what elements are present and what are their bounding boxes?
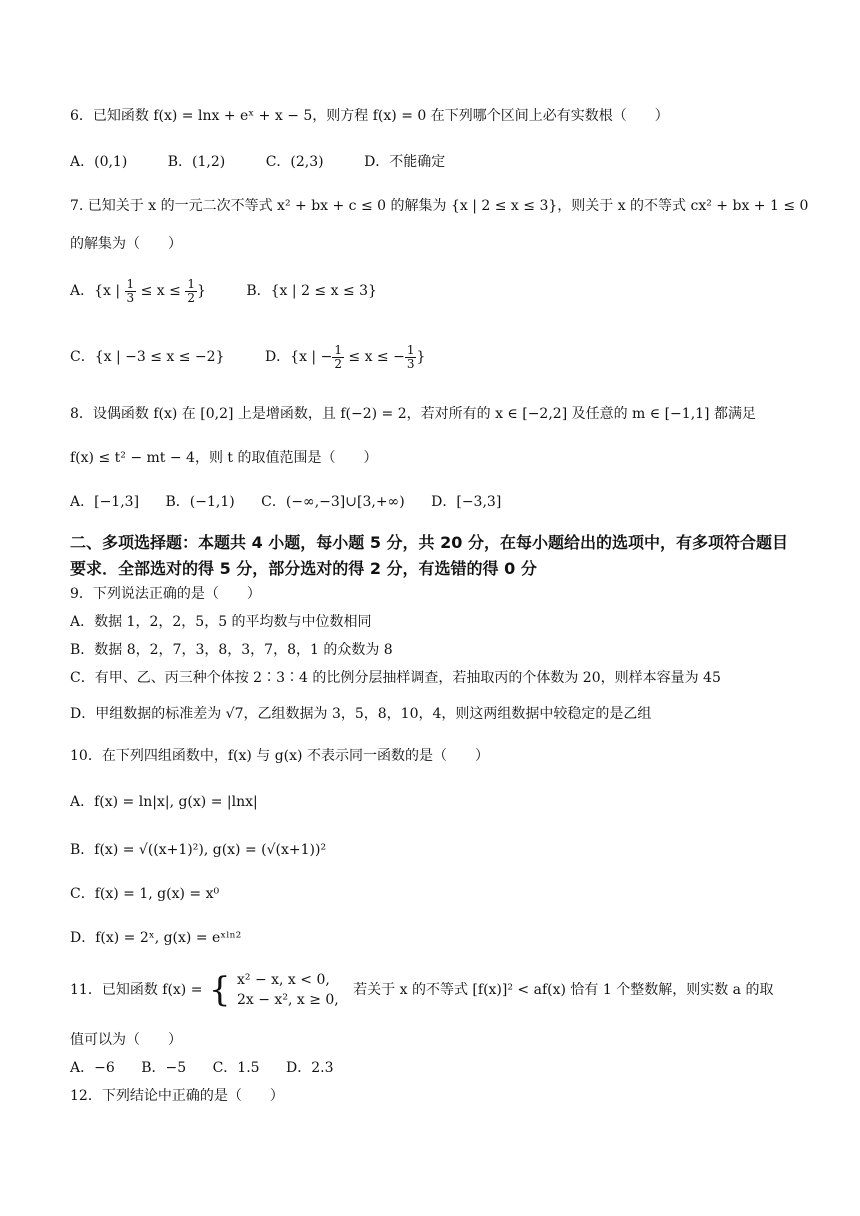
q10-option-d: D．f(x) = 2ˣ, g(x) = eˣˡⁿ² [70,930,242,946]
q10-option-c: C．f(x) = 1, g(x) = x⁰ [70,886,220,902]
q8-stem: 8．设偶函数 f(x) 在 [0,2] 上是增函数，且 f(−2) = 2，若对所有的 x ∈ [−2,2] 及任意的 m ∈ [−1,1] 都满足 [70,406,756,422]
q12-stem: 12．下列结论中正确的是（ ） [70,1088,284,1104]
section-heading: 二、多项选择题：本题共 4 小题，每小题 5 分，共 20 分，在每小题给出的选项中，有多项符合题目要求．全部选对的得 5 分，部分选对的得 2 分，有选错的得 0 分 [70,533,788,578]
q7-option-d: D．{x | − $\frac{1}{2}$ ≤ x ≤ − $\frac{1}{3}$ } [264,342,426,371]
q8-option-d: D．[−3,3] [431,494,502,510]
q8-options [70,492,800,512]
q9-option-b: B．数据 8，2，7，3，8，3，7，8，1 的众数为 8 [70,642,393,658]
piecewise-brace: { [208,970,231,1010]
q7-option-c: C．{x | −3 ≤ x ≤ −2} [70,349,225,365]
q11-option-b: B．−5 [141,1060,187,1076]
q6-option-d: D．不能确定 [364,154,446,170]
q7-stem-continued: 的解集为（ ） [70,236,182,252]
piecewise-case-2: 2x − x², x ≥ 0, [237,992,339,1008]
q8-option-a: A．[−1,3] [70,494,140,510]
fraction: $\frac{1}{2}$ [334,342,342,371]
q8-option-c: C．(−∞,−3]∪[3,+∞) [261,494,405,510]
q11-options [70,1058,800,1078]
q8-stem-continued: f(x) ≤ t² − mt − 4，则 t 的取值范围是（ ） [70,450,378,466]
q8-option-b: B．(−1,1) [165,494,235,510]
q11-option-a: A．−6 [70,1060,115,1076]
q6-options [70,152,800,172]
q7-stem: 7. 已知关于 x 的一元二次不等式 x² + bx + c ≤ 0 的解集为 {x | 2 ≤ x ≤ 3}，则关于 x 的不等式 cx² + bx + 1 ≤ 0 [70,198,809,214]
q7-option-a: A．{x | $\frac{1}{3}$ ≤ x ≤ $\frac{1}{2}$ } [70,276,206,305]
q11-option-c: C．1.5 [212,1060,260,1076]
q7-option-b: B．{x | 2 ≤ x ≤ 3} [246,283,377,299]
piecewise-cases [237,970,339,1010]
piecewise-case-1: x² − x, x < 0, [237,972,330,988]
q10-option-b: B．f(x) = √((x+1)²), g(x) = (√(x+1))² [70,842,327,858]
q10-stem: 10．在下列四组函数中，f(x) 与 g(x) 不表示同一函数的是（ ） [70,748,489,764]
q9-option-a: A．数据 1，2，2，5，5 的平均数与中位数相同 [70,614,372,630]
q10-option-a: A．f(x) = ln|x|, g(x) = |lnx| [70,794,258,810]
fraction: $\frac{1}{3}$ [126,276,135,305]
q9-option-d: D．甲组数据的标准差为 √7，乙组数据为 3，5，8，10，4，则这两组数据中较稳定的是乙组 [70,706,652,722]
q7-options-ab [70,276,800,306]
q11-stem-continued: 值可以为（ ） [70,1032,182,1048]
fraction: $\frac{1}{2}$ [187,276,195,305]
fraction: $\frac{1}{3}$ [406,342,415,371]
q7-options-cd [70,342,800,372]
q11-option-d: D．2.3 [286,1060,334,1076]
q6-stem: 6．已知函数 f(x) = lnx + eˣ + x − 5，则方程 f(x) = 0 在下列哪个区间上必有实数根（ ） [70,108,669,124]
q9-stem: 9．下列说法正确的是（ ） [70,586,261,602]
q11-stem: 11．已知函数 f(x) = { x² − x, x < 0, 2x − x², x ≥ 0, 若关于 x 的不等式 [f(x)]² < af(x) 恰有 1 个整数解，则实数 a 的取 [70,970,774,1010]
q6-option-b: B．(1,2) [167,154,226,170]
q6-option-a: A．(0,1) [70,154,128,170]
q6-option-c: C．(2,3) [265,154,324,170]
q9-option-c: C．有甲、乙、丙三种个体按 2∶3∶4 的比例分层抽样调查，若抽取丙的个体数为 20，则样本容量为 45 [70,670,721,686]
